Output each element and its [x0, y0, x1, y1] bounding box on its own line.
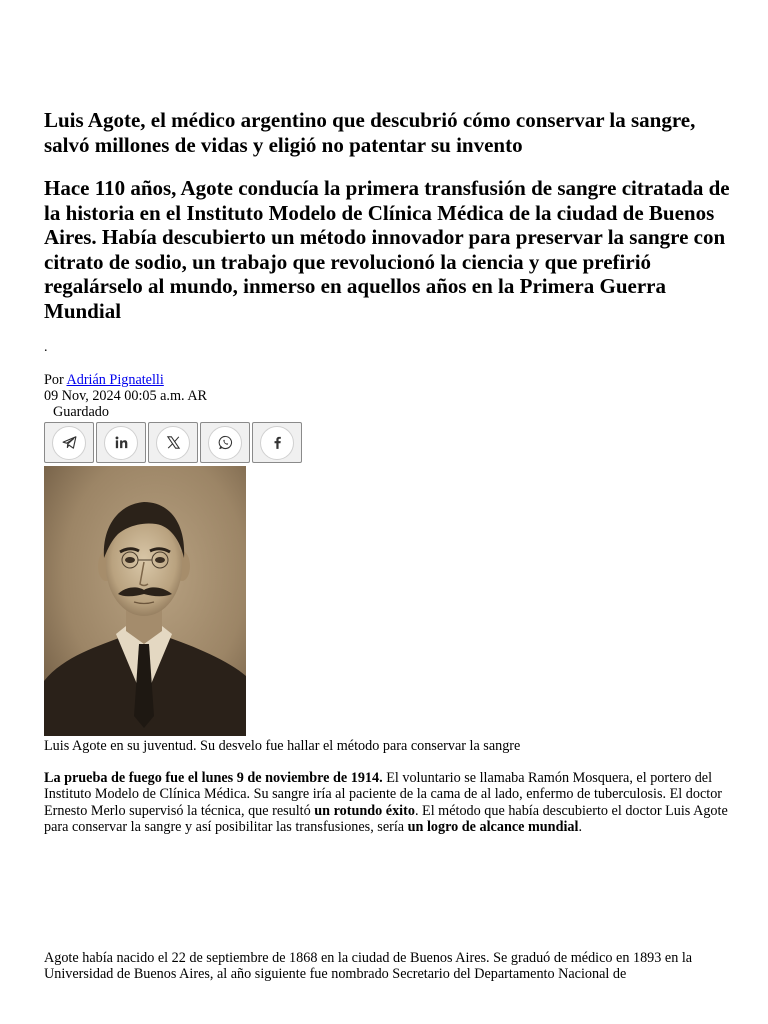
article-title: Luis Agote, el médico argentino que descubrió cómo conservar la sangre, salvó millones de vidas y eligió no patentar su invento	[44, 108, 696, 157]
share-linkedin-button[interactable]	[96, 422, 146, 463]
share-bar	[44, 422, 304, 463]
paragraph-text: El voluntario se llamaba Ramón Mosquera, el portero del Instituto Modelo de Clínica Médica. Su sangre iría al paciente de la cama de al lado, enfermo de tuberculosis. El doctor Ernesto Merlo supervisó la técnica, que resultó	[44, 770, 723, 819]
share-x-button[interactable]	[148, 422, 198, 463]
byline-prefix: Por	[44, 372, 67, 388]
x-icon	[156, 426, 190, 460]
paragraph-text: .	[578, 819, 582, 836]
paragraph-text: . El método que había descubierto el doctor Luis Agote para conservar la sangre y así posibilitar las transfusiones, sería	[44, 802, 728, 836]
bold-lead: La prueba de fuego fue el lunes 9 de noviembre de 1914.	[44, 770, 383, 786]
bold-phrase: un rotundo éxito	[314, 802, 415, 819]
article-subtitle: Hace 110 años, Agote conducía la primera transfusión de sangre citratada de la historia en el Instituto Modelo de Clínica Médica de la ciudad de Buenos Aires. Había descubierto un método innovador para preservar la sangre con citrato de sodio, un trabajo que revolucionó la ciencia y que prefirió regalárselo al mundo, inmerso en aquellos años en la Primera Guerra Mundial	[44, 176, 730, 323]
photo-caption: Luis Agote en su juventud. Su desvelo fue hallar el método para conservar la sangre	[44, 738, 521, 754]
whatsapp-icon	[208, 426, 242, 460]
body-paragraph-1	[44, 770, 734, 836]
separator-dot: .	[44, 340, 48, 355]
bold-phrase: un logro de alcance mundial	[407, 819, 579, 836]
share-whatsapp-button[interactable]	[200, 422, 250, 463]
portrait-photo	[44, 466, 246, 736]
body-paragraph-2: Agote había nacido el 22 de septiembre de 1868 en la ciudad de Buenos Aires. Se graduó de médico en 1893 en la Universidad de Buenos Aires, al año siguiente fue nombrado Secretario del Departamento Nacional de	[44, 950, 693, 983]
share-telegram-button[interactable]	[44, 422, 94, 463]
share-facebook-button[interactable]	[252, 422, 302, 463]
author-link[interactable]: Adrián Pignatelli	[66, 372, 164, 388]
byline	[44, 372, 164, 388]
linkedin-icon	[104, 426, 138, 460]
facebook-icon	[260, 426, 294, 460]
publish-date: 09 Nov, 2024 00:05 a.m. AR	[44, 388, 208, 404]
saved-label: Guardado	[53, 404, 109, 420]
telegram-icon	[52, 426, 86, 460]
